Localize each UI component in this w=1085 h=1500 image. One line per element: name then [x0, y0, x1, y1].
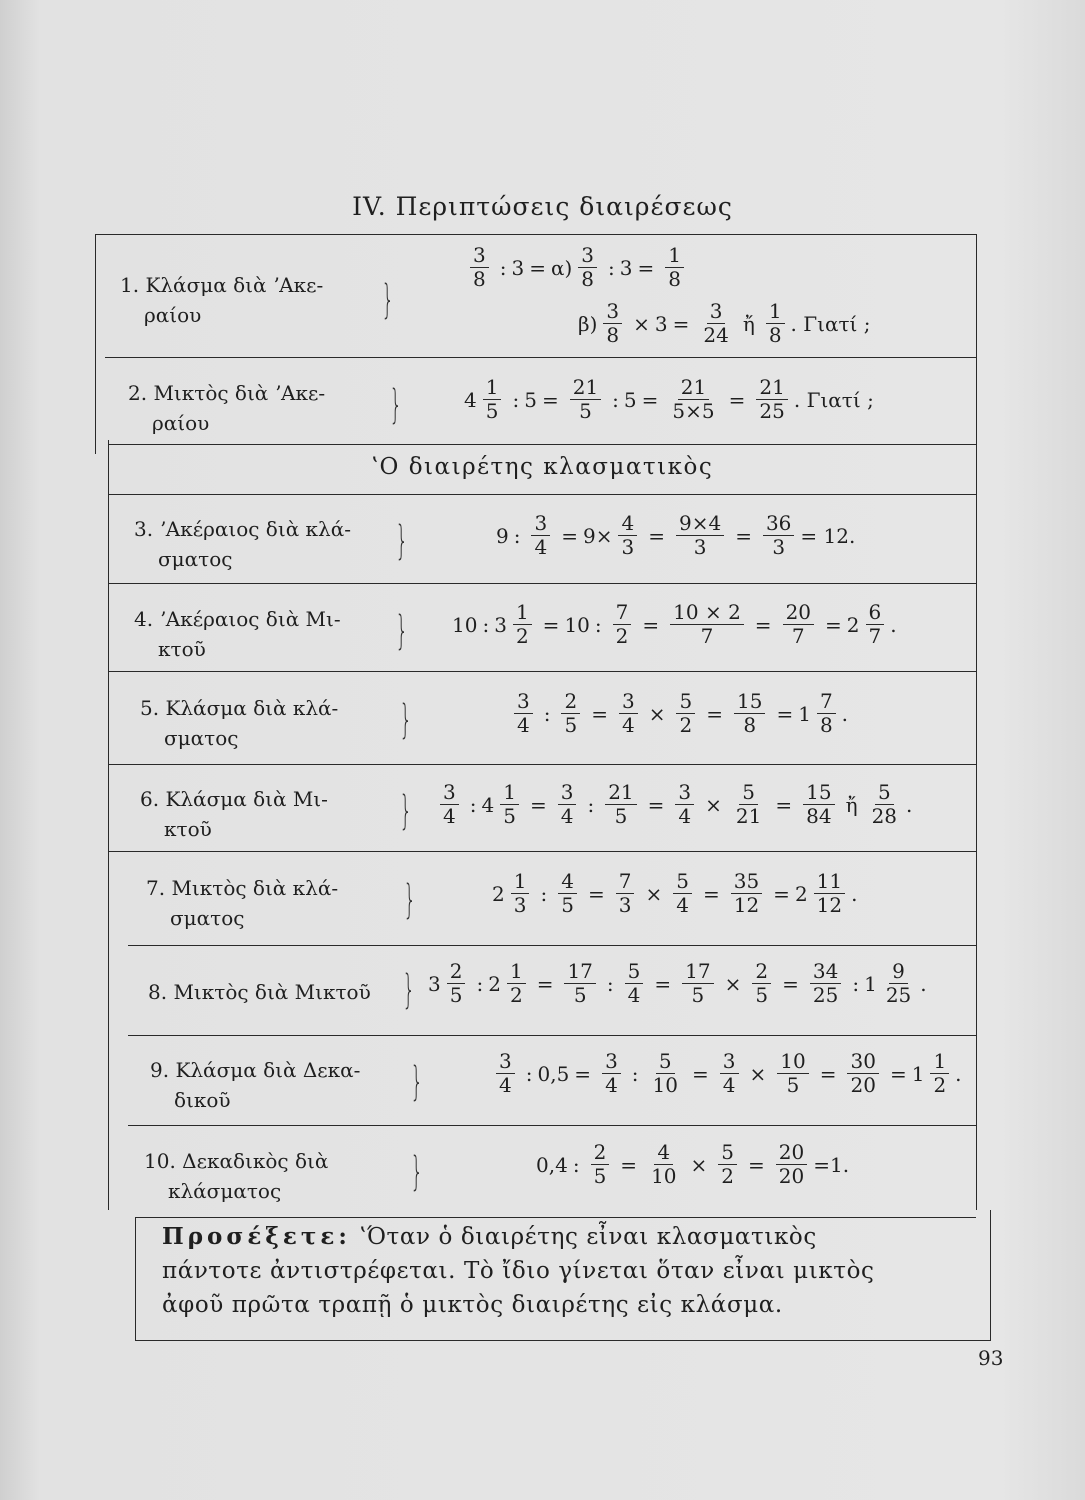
row-divider: [128, 1035, 976, 1036]
note-text: Προσέξετε: ʽΌταν ὁ διαιρέτης εἶναι κλασματικὸς πάντοτε ἀντιστρέφεται. Τὸ ἴδιο γίνεται ὅταν εἶναι μικτὸς ἀφοῦ πρῶτα τραπῇ ὁ μικτὸς διαιρέτης εἰς κλάσμα.: [162, 1223, 875, 1318]
row6-expression: $\frac{3}{4}$ : 4 $\frac{1}{5}$ = $\frac{3}{4}$ : $\frac{21}{5}$ = $\frac{3}{4}$ × $\frac{5}{21}$ = $\frac{15}{84}$ ἤ $\frac{5}{28}$ .: [434, 781, 912, 828]
row-label: 2. Μικτὸς διὰ ʼΑκε- ραίου: [128, 381, 326, 435]
row-brace: }: [399, 697, 413, 743]
row-label: 6. Κλάσμα διὰ Μι- κτοῦ: [140, 787, 328, 841]
row-label: 7. Μικτὸς διὰ κλά- σματος: [146, 876, 339, 930]
note-lead: Προσέξετε:: [162, 1223, 351, 1250]
row-divider: [108, 851, 976, 852]
row-label: 5. Κλάσμα διὰ κλά- σματος: [140, 696, 339, 750]
page-number: 93: [978, 1346, 1004, 1370]
row1-expression-a: $\frac{3}{8}$ : 3 = α) $\frac{3}{8}$ : 3 = $\frac{1}{8}$: [464, 244, 690, 291]
table-left-border-lower: [108, 440, 109, 1210]
note-box-right-border: [990, 1210, 991, 1341]
row-label: 3. ʼΑκέραιος διὰ κλά- σματος: [134, 517, 351, 571]
row-brace: }: [403, 877, 417, 923]
row-divider: [108, 494, 976, 495]
row10-expression: 0,4 : $\frac{2}{5}$ = $\frac{4}{10}$ × $\frac{5}{2}$ = $\frac{20}{20}$ =1.: [536, 1140, 850, 1188]
row2-expression: 4 $\frac{1}{5}$ : 5 = $\frac{21}{5}$ : 5 = $\frac{21}{5\times 5}$ = $\frac{21}{25}$ . Γιατί ;: [464, 375, 874, 423]
table-top-border: [95, 234, 976, 235]
row-brace: }: [399, 788, 413, 834]
note-box-left-border: [135, 1217, 136, 1341]
row-divider: [108, 583, 976, 584]
row-label: 8. Μικτὸς διὰ Μικτοῦ: [148, 980, 371, 1004]
row9-expression: $\frac{3}{4}$ : 0,5 = $\frac{3}{4}$ : $\frac{5}{10}$ = $\frac{3}{4}$ × $\frac{10}{5}$ = $\frac{30}{20}$ = 1 $\frac{1}{2}$ .: [490, 1050, 962, 1097]
row-divider: [128, 945, 976, 946]
row-brace: }: [410, 1149, 424, 1195]
row-label: 10. Δεκαδικὸς διὰ κλάσματος: [144, 1149, 329, 1203]
note-box-bottom-border: [135, 1340, 990, 1341]
row-label: 1. Κλάσμα διὰ ʼΑκε- ραίου: [120, 273, 324, 327]
row-divider: [108, 444, 976, 445]
row-brace: }: [395, 608, 409, 654]
row-divider: [105, 357, 976, 358]
row-brace: }: [389, 382, 403, 428]
row-divider: [108, 764, 976, 765]
row-brace: }: [381, 277, 395, 323]
section-heading: ʽΟ διαιρέτης κλασματικὸς: [370, 454, 714, 480]
row-label: 9. Κλάσμα διὰ Δεκα- δικοῦ: [150, 1058, 361, 1112]
row-divider: [135, 1217, 976, 1218]
page-title: IV. Περιπτώσεις διαιρέσεως: [352, 192, 733, 221]
row-brace: }: [402, 967, 416, 1013]
row-divider: [108, 671, 976, 672]
row5-expression: $\frac{3}{4}$ : $\frac{2}{5}$ = $\frac{3}{4}$ × $\frac{5}{2}$ = $\frac{15}{8}$ = 1 $\frac{7}{8}$ .: [508, 690, 848, 737]
row-brace: }: [395, 518, 409, 564]
row3-expression: 9 : $\frac{3}{4}$ = 9× $\frac{4}{3}$ = $\frac{9\times 4}{3}$ = $\frac{36}{3}$ = 12.: [496, 511, 856, 559]
row-brace: }: [410, 1059, 424, 1105]
table-right-border: [976, 234, 977, 1210]
row1-expression-b: β) $\frac{3}{8}$ × 3 = $\frac{3}{24}$ ἤ $\frac{1}{8}$ . Γιατί ;: [578, 299, 871, 347]
row-label: 4. ʼΑκέραιος διὰ Μι- κτοῦ: [134, 607, 341, 661]
row4-expression: 10 : 3 $\frac{1}{2}$ = 10 : $\frac{7}{2}$ = $\frac{10 \times 2}{7}$ = $\frac{20}{7}$ = 2 $\frac{6}{7}$ .: [452, 600, 897, 648]
row7-expression: 2 $\frac{1}{3}$ : $\frac{4}{5}$ = $\frac{7}{3}$ × $\frac{5}{4}$ = $\frac{35}{12}$ = 2 $\frac{11}{12}$ .: [492, 869, 858, 917]
row-divider: [128, 1125, 976, 1126]
row8-expression: 3 $\frac{2}{5}$ : 2 $\frac{1}{2}$ = $\frac{17}{5}$ : $\frac{5}{4}$ = $\frac{17}{5}$ × $\frac{2}{5}$ = $\frac{34}{25}$ : 1 $\frac{9}{25}$ .: [428, 959, 927, 1007]
table-left-border: [95, 234, 96, 454]
